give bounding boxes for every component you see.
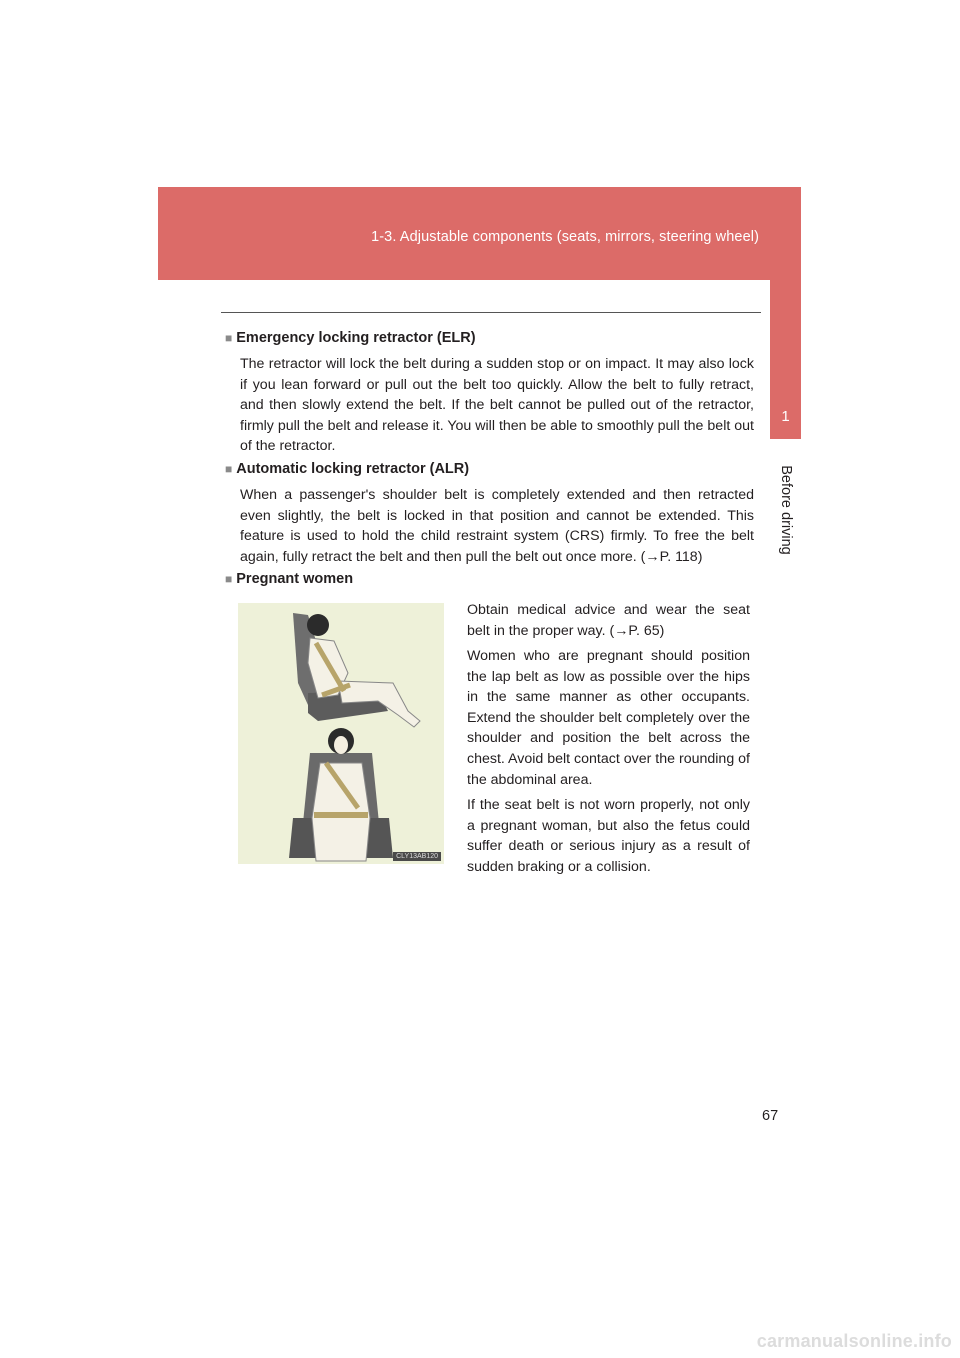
- paragraph-medical-advice: Obtain medical advice and wear the seat belt in the proper way. (→P. 65): [467, 602, 750, 639]
- square-bullet-icon: ■: [225, 462, 233, 476]
- square-bullet-icon: ■: [225, 331, 233, 345]
- header-band: [158, 187, 801, 280]
- chapter-tab: [770, 187, 801, 439]
- heading-pregnant-women: [225, 571, 353, 587]
- heading-text: Automatic locking retractor (ALR): [236, 461, 470, 477]
- chapter-label: Before driving: [778, 465, 794, 555]
- paragraph-alr: When a passenger's shoulder belt is completely extended and then retracted even slightly, the belt is locked in that position and cannot be extended. This feature is used to hold the child restraint system (CRS) firmly. To free the belt again, fully retract the belt and then pull the belt out once more. (→P. 118): [240, 487, 754, 565]
- heading-text: Emergency locking retractor (ELR): [236, 330, 476, 346]
- watermark: carmanualsonline.info: [756, 1331, 952, 1351]
- paragraph-lap-belt: Women who are pregnant should position the lap belt as low as possible over the hips in the same manner as other occupants. Extend the shoulder belt completely over the shoulder and position the belt across the chest. Avoid belt contact over the rounding of the abdominal area.: [467, 648, 750, 788]
- figure-code: CLY13AB120: [393, 852, 441, 861]
- square-bullet-icon: ■: [225, 572, 233, 586]
- divider-rule: [221, 312, 761, 313]
- chapter-number: 1: [781, 408, 790, 425]
- pregnant-seatbelt-illustration: [238, 603, 444, 864]
- heading-elr: [225, 330, 476, 346]
- section-title: 1-3. Adjustable components (seats, mirrors, steering wheel): [371, 229, 759, 245]
- page-number: 67: [762, 1108, 779, 1124]
- paragraph-warning: If the seat belt is not worn properly, not only a pregnant woman, but also the fetus could suffer death or serious injury as a result of sudden braking or a collision.: [467, 797, 750, 875]
- seatbelt-figure-svg: [238, 603, 444, 864]
- heading-text: Pregnant women: [236, 571, 354, 587]
- face-front: [334, 736, 348, 754]
- heading-alr: [225, 461, 469, 477]
- paragraph-elr: The retractor will lock the belt during a sudden stop or on impact. It may also lock if you lean forward or pull out the belt too quickly. Allow the belt to fully retract, and then slowly extend the belt. If the belt cannot be pulled out of the retractor, firmly pull the belt and release it. You will then be able to smoothly pull the belt out of the retractor.: [240, 356, 754, 455]
- head-side: [307, 614, 329, 636]
